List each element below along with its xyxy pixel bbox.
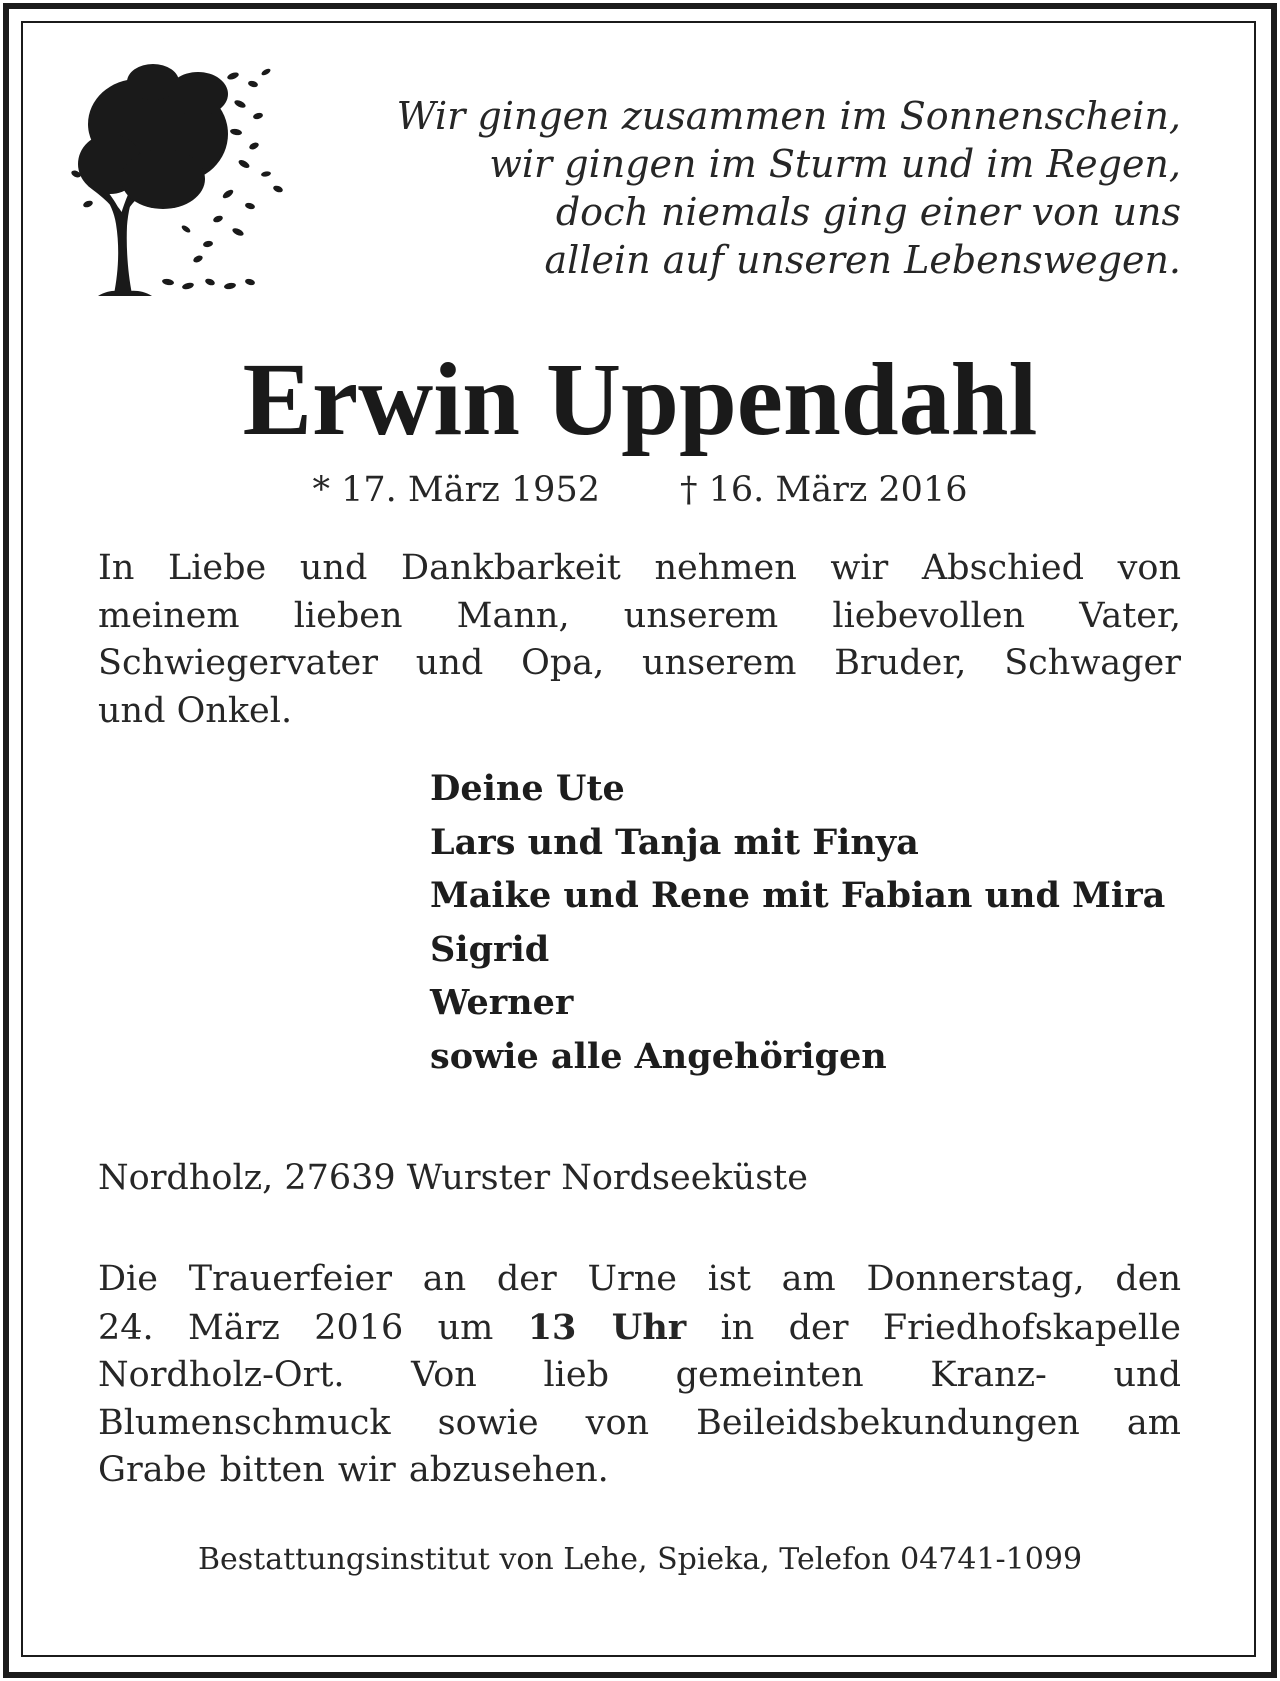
farewell-text	[98, 545, 1181, 735]
funeral-line: Die Trauerfeier an der Urne ist am Donnerstag, den	[98, 1259, 1181, 1299]
poem-line: doch niemals ging einer von uns	[555, 190, 1181, 234]
mourner-name: Lars und Tanja mit Finya	[430, 821, 919, 863]
poem-line: allein auf unseren Lebenswegen.	[544, 238, 1181, 282]
birth-date: * 17. März 1952	[312, 470, 600, 510]
funeral-date: 24. März 2016 um	[98, 1307, 494, 1348]
farewell-line: und Onkel.	[98, 690, 293, 731]
funeral-home-footer: Bestattungsinstitut von Lehe, Spieka, Telefon 04741-1099	[197, 1542, 1083, 1577]
place-line: Nordholz, 27639 Wurster Nordseeküste	[98, 1158, 808, 1198]
farewell-line: In Liebe und Dankbarkeit nehmen wir Abschied von	[98, 548, 1181, 588]
poem	[330, 92, 1181, 284]
mourner-name: Sigrid	[430, 928, 550, 970]
mourner-name: Maike und Rene mit Fabian und Mira	[430, 875, 1166, 916]
funeral-location: in der Friedhofskapelle	[720, 1307, 1181, 1348]
funeral-time: 13 Uhr	[527, 1306, 687, 1348]
mourner-name: Werner	[430, 982, 574, 1023]
mourners-list	[430, 762, 1190, 1083]
funeral-line: Blumenschmuck sowie von Beileidsbekundungen am	[98, 1402, 1181, 1443]
mourner-name: sowie alle Angehörigen	[430, 1035, 887, 1077]
poem-line: wir gingen im Sturm und im Regen,	[489, 142, 1181, 186]
poem-line: Wir gingen zusammen im Sonnenschein,	[396, 94, 1181, 138]
farewell-line: meinem lieben Mann, unserem liebevollen Vater,	[98, 595, 1181, 636]
farewell-line: Schwiegervater und Opa, unserem Bruder, Schwager	[98, 643, 1181, 683]
funeral-line	[98, 1304, 1181, 1353]
death-date: † 16. März 2016	[680, 470, 968, 510]
funeral-line: Nordholz-Ort. Von lieb gemeinten Kranz- und	[98, 1355, 1181, 1395]
deceased-name: Erwin Uppendahl	[242, 342, 1038, 457]
funeral-line: Grabe bitten wir abzusehen.	[98, 1450, 609, 1490]
funeral-notice	[98, 1256, 1181, 1495]
mourner-name: Deine Ute	[430, 768, 625, 809]
tree-icon	[68, 54, 308, 304]
life-dates	[0, 468, 1280, 512]
